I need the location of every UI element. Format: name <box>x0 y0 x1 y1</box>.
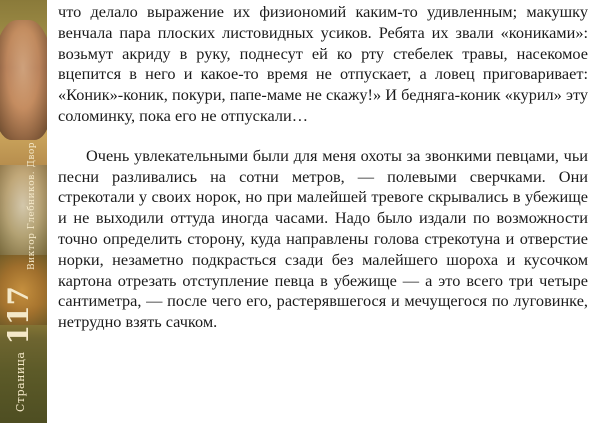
page-number: 117 <box>2 286 35 345</box>
paragraph: Очень увлекательными были для меня охоты за звонкими певцами, чьи песни разливались на сотни метров, — полевыми сверчками. Они стрекотали у своих норок, но при малейшей тревоге скрывались в убежище и не выходили оттуда иногда часами. Надо было издали по возможности точно определить сторону, куда направлены голова стрекотуна и отверстие норки, незаметно подкрасться сзади без малейшего шороха и кусочком картона отрезать отступление певца в убежище — а это всего три четыре сантиметра, — после чего его, растерявшегося и мечущегося по луговинке, нетрудно взять сачком. <box>58 145 588 332</box>
page-number-block <box>2 286 35 412</box>
decorative-photo <box>0 165 47 255</box>
page-label: Страница <box>14 351 27 412</box>
article-text <box>58 2 588 333</box>
paragraph: что делало выражение их физиономий каким-то удивленным; макушку венчала пара плоских листовидных усиков. Ребята их звали «кониками»: возьмут акриду в руку, поднесут ей ко рту стебелек травы, насекомое вцепится в него и какое-то время не отпускает, а ловец приговаривает: «Коник»-коник, покури, папе-маме не скажу!» И бедняга-коник «курил» эту соломинку, пока его не отпускали… <box>58 2 588 125</box>
side-decorative-band <box>0 0 47 423</box>
author-photo <box>0 20 47 140</box>
author-caption: Виктор Глебников. Двор <box>27 141 37 270</box>
